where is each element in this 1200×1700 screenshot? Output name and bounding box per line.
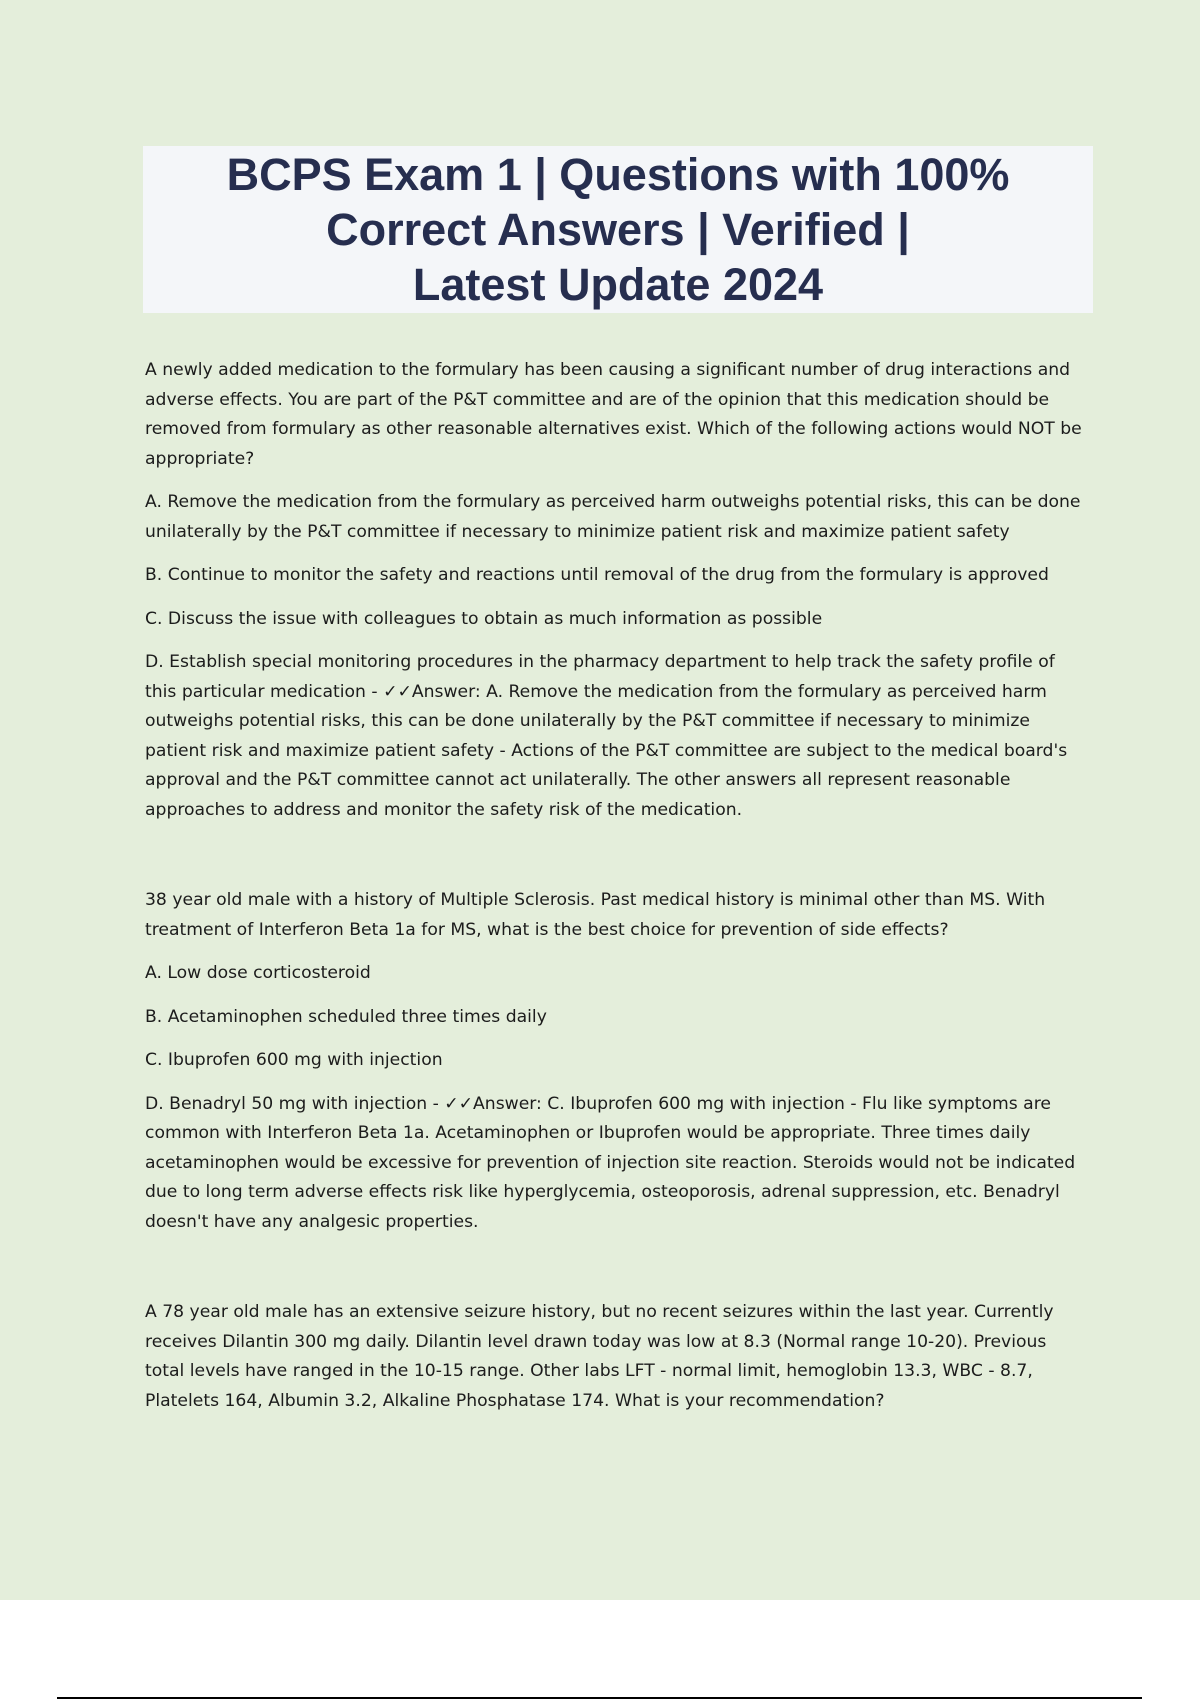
question-block-3 — [145, 1298, 1090, 1416]
document-title-line-1: BCPS Exam 1 | Questions with 100% — [226, 149, 1010, 200]
question-1-option-b: B. Continue to monitor the safety and reactions until removal of the drug from the formulary is approved — [145, 565, 1049, 585]
document-title-box — [143, 146, 1093, 313]
question-1-option-d-with-answer: D. Establish special monitoring procedures in the pharmacy department to help track the safety profile of this particular medication - ✓✓Answer: A. Remove the medication from the formulary as perceived harm outweighs potential risks, this can be done unilaterally by the P&T committee if necessary to minimize patient risk and maximize patient safety - Actions of the P&T committee are subject to the medical board's approval and the P&T committee cannot act unilaterally. The other answers all represent reasonable approaches to address and monitor the safety risk of the medication. — [145, 652, 1068, 820]
question-spacer — [145, 1237, 1090, 1298]
question-3-text: A 78 year old male has an extensive seizure history, but no recent seizures within the last year. Currently receives Dilantin 300 mg daily. Dilantin level drawn today was low at 8.3 (Normal range 10-20). Previous total levels have ranged in the 10-15 range. Other labs LFT - normal limit, hemoglobin 13.3, WBC - 8.7, Platelets 164, Albumin 3.2, Alkaline Phosphatase 174. What is your recommendation? — [145, 1302, 1054, 1411]
question-2-option-c: C. Ibuprofen 600 mg with injection — [145, 1050, 443, 1070]
page-bottom-rule — [57, 1697, 1142, 1699]
question-2-option-d-with-answer: D. Benadryl 50 mg with injection - ✓✓Answer: C. Ibuprofen 600 mg with injection - Flu like symptoms are common with Interferon Beta 1a. Acetaminophen or Ibuprofen would be appropriate. Three times daily acetaminophen would be excessive for prevention of injection site reaction. Steroids would not be indicated due to long term adverse effects risk like hyperglycemia, osteoporosis, adrenal suppression, etc. Benadryl doesn't have any analgesic properties. — [145, 1093, 1076, 1232]
document-body — [145, 356, 1090, 1430]
document-title-line-3: Latest Update 2024 — [412, 259, 824, 310]
question-spacer — [145, 825, 1090, 886]
question-1-option-c: C. Discuss the issue with colleagues to obtain as much information as possible — [145, 608, 823, 629]
question-1-option-a: A. Remove the medication from the formulary as perceived harm outweighs potential risks, this can be done unilaterally by the P&T committee if necessary to minimize patient risk and maximize patient safety — [145, 492, 1081, 542]
question-2-option-b: B. Acetaminophen scheduled three times daily — [145, 1006, 547, 1027]
question-block-2 — [145, 886, 1090, 1237]
question-2-text: 38 year old male with a history of Multiple Sclerosis. Past medical history is minimal other than MS. With treatment of Interferon Beta 1a for MS, what is the best choice for prevention of side effects? — [145, 890, 1046, 940]
document-title-line-2: Correct Answers | Verified | — [326, 204, 910, 255]
question-block-1 — [145, 356, 1090, 825]
question-2-option-a: A. Low dose corticosteroid — [145, 963, 371, 983]
question-1-text: A newly added medication to the formulary has been causing a significant number of drug interactions and adverse effects. You are part of the P&T committee and are of the opinion that this medication should be removed from formulary as other reasonable alternatives exist. Which of the following actions would NOT be appropriate? — [145, 360, 1082, 469]
